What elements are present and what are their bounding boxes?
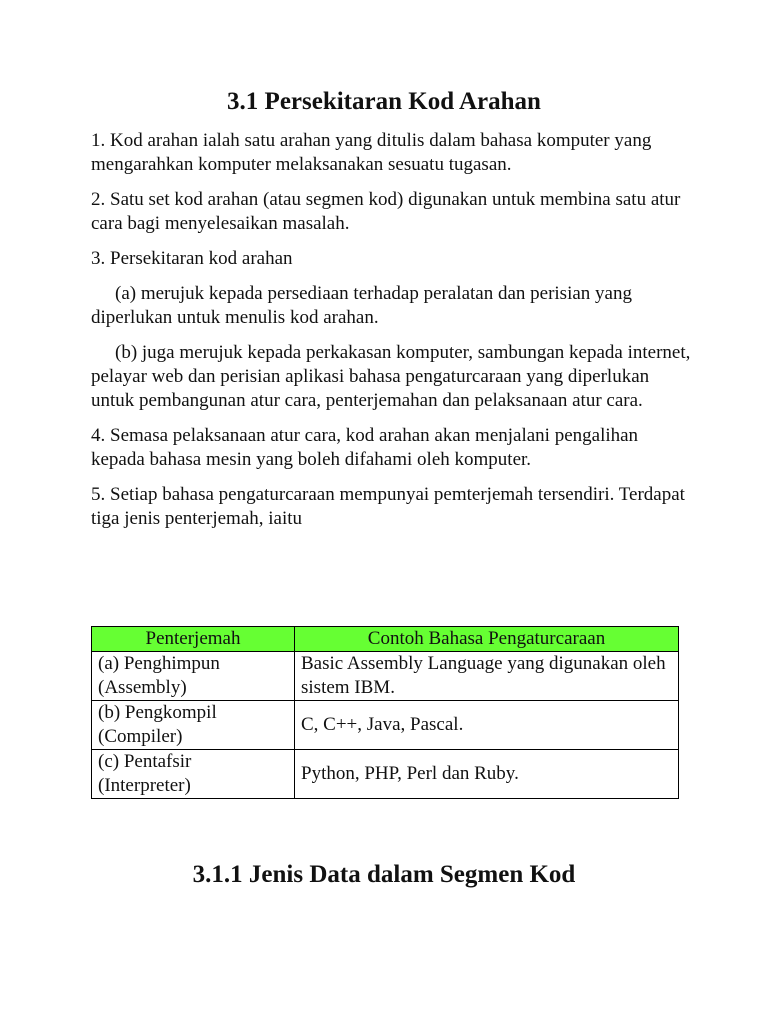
table-cell: (a) Penghimpun (Assembly) (92, 652, 295, 701)
paragraph-1: 1. Kod arahan ialah satu arahan yang ditulis dalam bahasa komputer yang mengarahkan komputer melaksanakan sesuatu tugasan. (91, 130, 652, 175)
paragraph-3b: (b) juga merujuk kepada perkakasan komputer, sambungan kepada internet, pelayar web dan perisian aplikasi bahasa pengaturcaraan yang diperlukan untuk pembangunan atur cara, penterjemahan dan pelaksanaan atur cara. (91, 342, 691, 411)
paragraph-3a: (a) merujuk kepada persediaan terhadap peralatan dan perisian yang diperlukan untuk menulis kod arahan. (91, 283, 632, 328)
table-cell: C, C++, Java, Pascal. (295, 701, 679, 750)
table-header-row (92, 627, 679, 652)
body-text (91, 129, 691, 542)
header-translator: Penterjemah (92, 627, 295, 652)
table-row (92, 750, 679, 799)
table-cell: (b) Pengkompil (Compiler) (92, 701, 295, 750)
page-title: 3.1 Persekitaran Kod Arahan (227, 88, 541, 115)
table-row (92, 652, 679, 701)
header-language-example: Contoh Bahasa Pengaturcaraan (295, 627, 679, 652)
translator-table (91, 626, 679, 799)
table-cell: Python, PHP, Perl dan Ruby. (295, 750, 679, 799)
section-subtitle: 3.1.1 Jenis Data dalam Segmen Kod (192, 861, 576, 888)
table-row (92, 701, 679, 750)
paragraph-2: 2. Satu set kod arahan (atau segmen kod) digunakan untuk membina satu atur cara bagi menyelesaikan masalah. (91, 189, 681, 234)
paragraph-4: 4. Semasa pelaksanaan atur cara, kod arahan akan menjalani pengalihan kepada bahasa mesin yang boleh difahami oleh komputer. (91, 425, 639, 470)
paragraph-5: 5. Setiap bahasa pengaturcaraan mempunyai pemterjemah tersendiri. Terdapat tiga jenis penterjemah, iaitu (91, 484, 685, 529)
table-cell: (c) Pentafsir (Interpreter) (92, 750, 295, 799)
paragraph-3: 3. Persekitaran kod arahan (91, 248, 293, 269)
table-cell: Basic Assembly Language yang digunakan oleh sistem IBM. (295, 652, 679, 701)
